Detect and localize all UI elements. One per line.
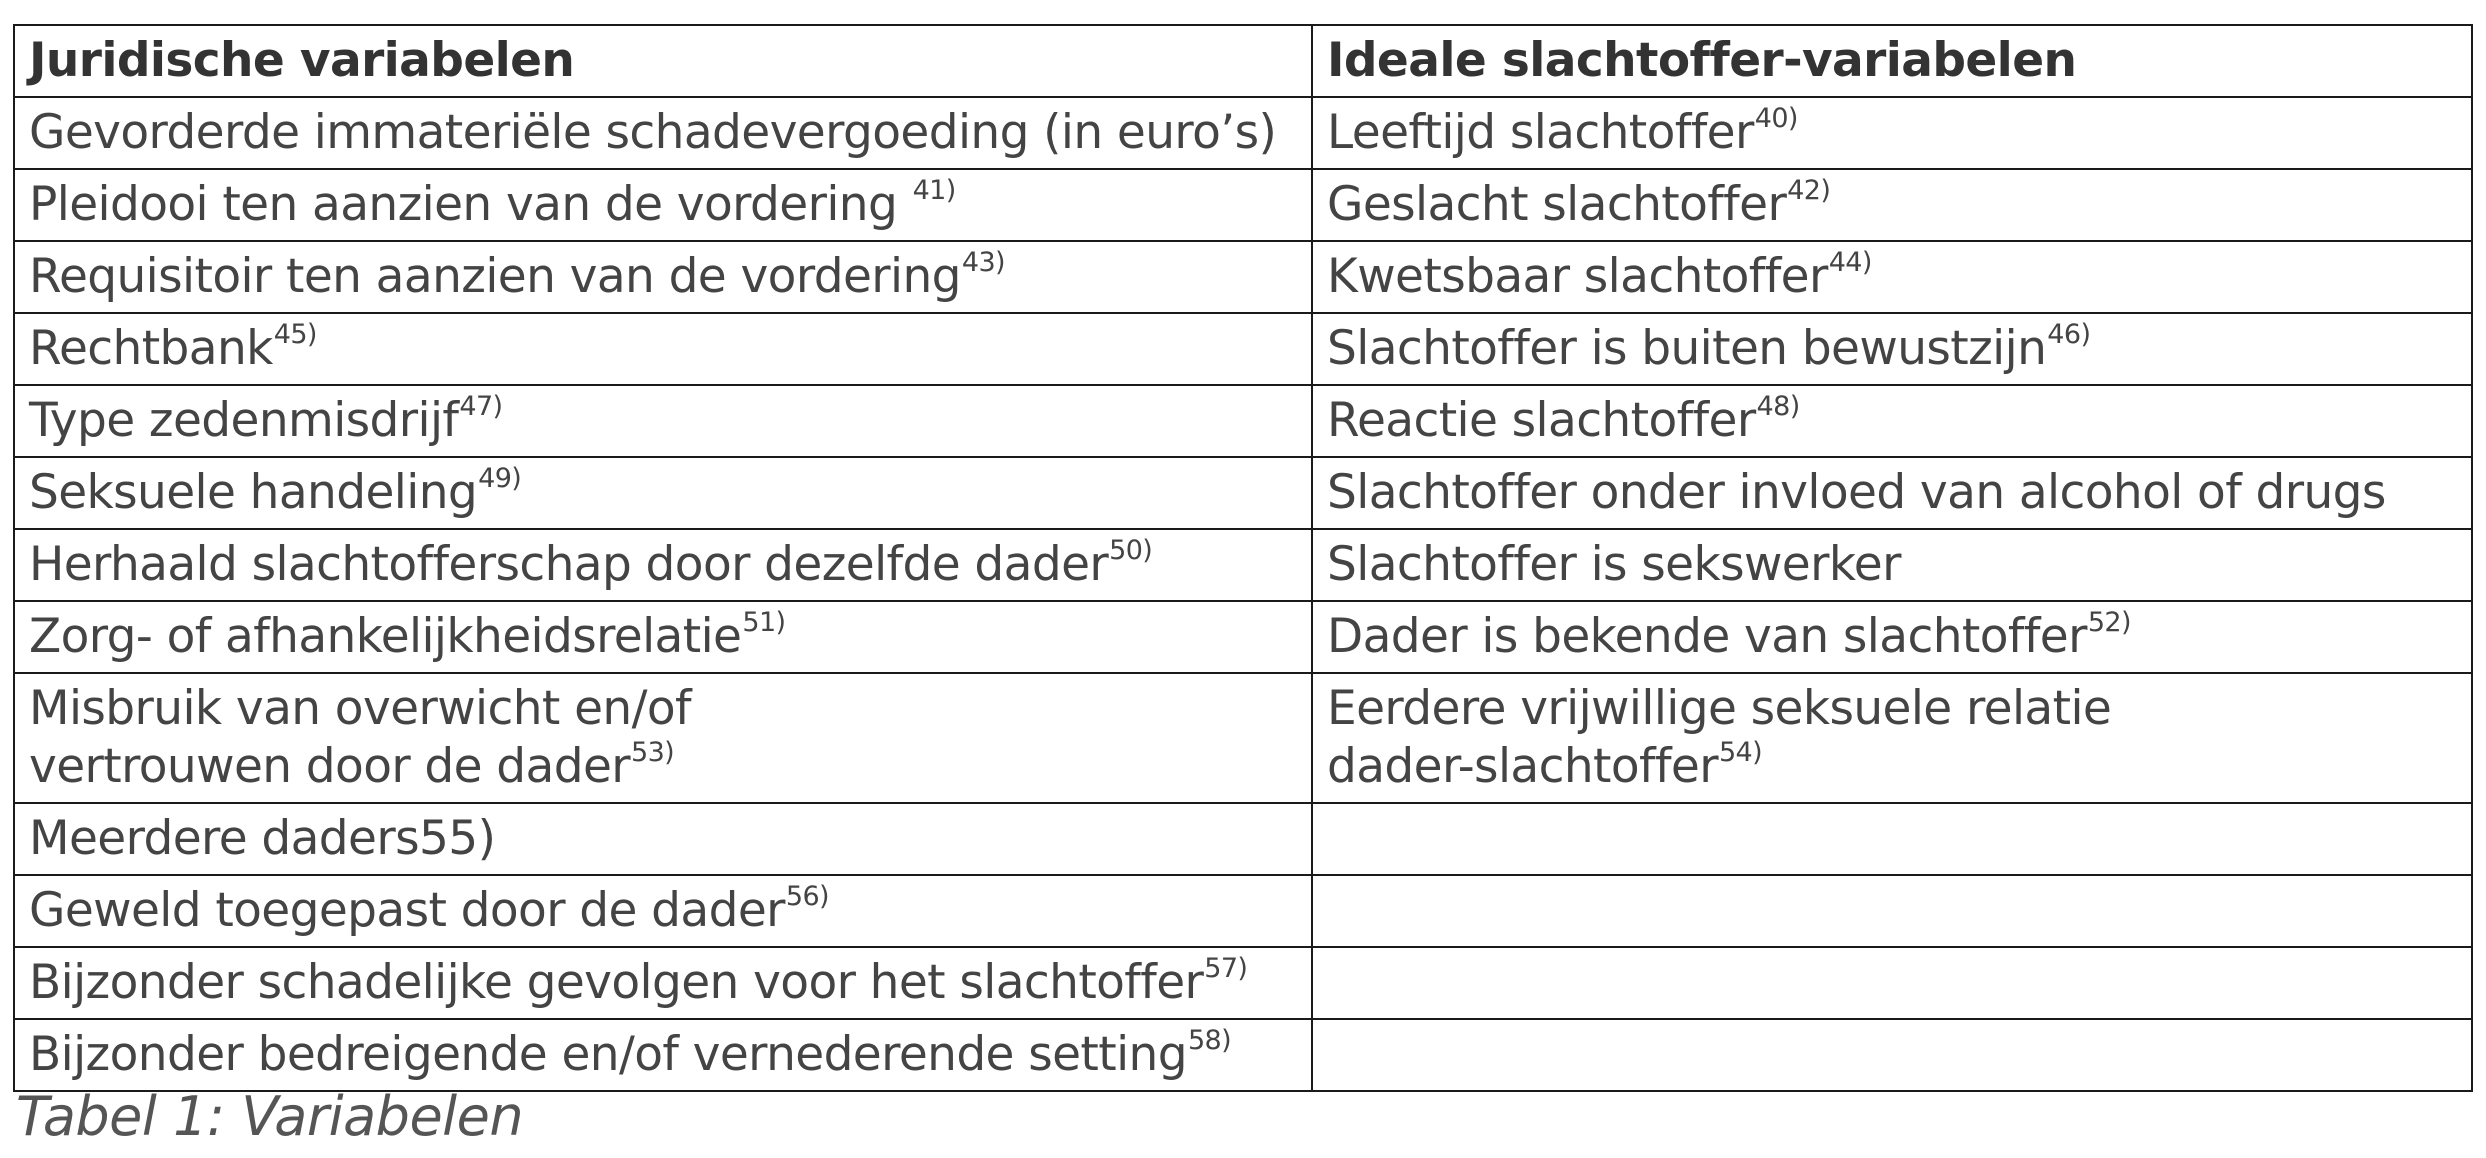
- cell-text: Slachtoffer onder invloed van alcohol of drugs: [1327, 465, 2386, 520]
- footnote-reference: 40): [1754, 103, 1798, 135]
- cell-text-line: [29, 680, 1297, 738]
- cell-text: Meerdere daders55): [29, 811, 496, 866]
- cell-text: Bijzonder schadelijke gevolgen voor het slachtoffer: [29, 955, 1204, 1010]
- cell-text: dader-slachtoffer: [1327, 739, 1718, 794]
- table-row: [14, 313, 2472, 385]
- cell-juridische-variabele: [14, 673, 1312, 803]
- cell-text-line: [1327, 248, 2457, 306]
- cell-text-line: [1327, 176, 2457, 234]
- cell-juridische-variabele: [14, 529, 1312, 601]
- cell-slachtoffer-variabele: [1312, 241, 2472, 313]
- table-header-row: [14, 25, 2472, 97]
- footnote-reference: 43): [961, 247, 1005, 279]
- cell-text: Dader is bekende van slachtoffer: [1327, 609, 2087, 664]
- table-row: [14, 169, 2472, 241]
- footnote-reference: 44): [1828, 247, 1872, 279]
- footnote-reference: 47): [459, 391, 503, 423]
- cell-text: Misbruik van overwicht en/of: [29, 681, 691, 736]
- footnote-reference: 42): [1787, 175, 1831, 207]
- cell-text: Eerdere vrijwillige seksuele relatie: [1327, 681, 2112, 736]
- table-row: [14, 457, 2472, 529]
- footnote-reference: 57): [1204, 953, 1248, 985]
- cell-slachtoffer-variabele: [1312, 803, 2472, 875]
- cell-text-line: [29, 104, 1297, 162]
- footnote-reference: 52): [2087, 607, 2131, 639]
- cell-text-line: [1327, 320, 2457, 378]
- header-ideale-slachtoffer-variabelen: Ideale slachtoffer-variabelen: [1312, 25, 2472, 97]
- cell-juridische-variabele: [14, 97, 1312, 169]
- footnote-reference: 49): [478, 463, 522, 495]
- cell-slachtoffer-variabele: [1312, 169, 2472, 241]
- footnote-reference: 58): [1187, 1025, 1232, 1057]
- footnote-reference: 41): [912, 175, 956, 207]
- cell-text-line: [1327, 608, 2457, 666]
- cell-text: Gevorderde immateriële schadevergoeding (in euro’s): [29, 105, 1277, 160]
- footnote-reference: 46): [2047, 319, 2091, 351]
- cell-text-line: [1327, 392, 2457, 450]
- cell-juridische-variabele: [14, 947, 1312, 1019]
- cell-text-line: [29, 882, 1297, 940]
- cell-text: Pleidooi ten aanzien van de vordering: [29, 177, 912, 232]
- cell-text: Herhaald slachtofferschap door dezelfde dader: [29, 537, 1109, 592]
- table-row: [14, 947, 2472, 1019]
- cell-text: Slachtoffer is buiten bewustzijn: [1327, 321, 2047, 376]
- cell-text-line: [29, 954, 1297, 1012]
- cell-slachtoffer-variabele: [1312, 673, 2472, 803]
- cell-text: Kwetsbaar slachtoffer: [1327, 249, 1828, 304]
- cell-slachtoffer-variabele: [1312, 875, 2472, 947]
- cell-text: Requisitoir ten aanzien van de vordering: [29, 249, 961, 304]
- cell-juridische-variabele: [14, 457, 1312, 529]
- cell-text-line: [29, 608, 1297, 666]
- table-row: [14, 385, 2472, 457]
- table-row: [14, 1019, 2472, 1091]
- footnote-reference: 45): [273, 319, 317, 351]
- cell-text-line: [29, 810, 1297, 868]
- cell-text: Bijzonder bedreigende en/of vernederende setting: [29, 1027, 1187, 1082]
- cell-juridische-variabele: [14, 313, 1312, 385]
- table-row: [14, 601, 2472, 673]
- cell-text-line: [1327, 464, 2457, 522]
- cell-text: Type zedenmisdrijf: [29, 393, 459, 448]
- cell-slachtoffer-variabele: [1312, 313, 2472, 385]
- cell-slachtoffer-variabele: [1312, 1019, 2472, 1091]
- table-row: [14, 241, 2472, 313]
- cell-text: Geslacht slachtoffer: [1327, 177, 1787, 232]
- header-juridische-variabelen: Juridische variabelen: [14, 25, 1312, 97]
- cell-text: Zorg- of afhankelijkheidsrelatie: [29, 609, 742, 664]
- cell-text-line: [1327, 738, 2457, 796]
- cell-text: Seksuele handeling: [29, 465, 478, 520]
- footnote-reference: 50): [1109, 535, 1153, 567]
- cell-juridische-variabele: [14, 875, 1312, 947]
- cell-text: Reactie slachtoffer: [1327, 393, 1756, 448]
- table-row: [14, 97, 2472, 169]
- table-caption: Tabel 1: Variabelen: [16, 1085, 524, 1148]
- cell-text: Slachtoffer is sekswerker: [1327, 537, 1901, 592]
- cell-slachtoffer-variabele: [1312, 947, 2472, 1019]
- cell-text-line: [1327, 536, 2457, 594]
- cell-slachtoffer-variabele: [1312, 457, 2472, 529]
- cell-text: Leeftijd slachtoffer: [1327, 105, 1754, 160]
- cell-juridische-variabele: [14, 601, 1312, 673]
- cell-juridische-variabele: [14, 385, 1312, 457]
- footnote-reference: 54): [1718, 737, 1763, 769]
- cell-text-line: [29, 176, 1297, 234]
- cell-slachtoffer-variabele: [1312, 385, 2472, 457]
- table-row: [14, 529, 2472, 601]
- table-body: [14, 97, 2472, 1091]
- cell-text-line: [29, 320, 1297, 378]
- cell-text-line: [29, 392, 1297, 450]
- cell-text: vertrouwen door de dader: [29, 739, 631, 794]
- table-row: [14, 803, 2472, 875]
- footnote-reference: 56): [785, 881, 829, 913]
- variables-table: [13, 24, 2473, 1092]
- cell-text-line: [29, 464, 1297, 522]
- cell-juridische-variabele: [14, 803, 1312, 875]
- cell-text-line: [1327, 680, 2457, 738]
- cell-text: Geweld toegepast door de dader: [29, 883, 785, 938]
- cell-slachtoffer-variabele: [1312, 97, 2472, 169]
- footnote-reference: 53): [631, 737, 675, 769]
- cell-text-line: [29, 738, 1297, 796]
- cell-slachtoffer-variabele: [1312, 601, 2472, 673]
- table-row: [14, 875, 2472, 947]
- cell-text-line: [29, 536, 1297, 594]
- cell-text-line: [29, 1026, 1297, 1084]
- cell-juridische-variabele: [14, 169, 1312, 241]
- cell-text-line: [1327, 104, 2457, 162]
- variables-table-container: [13, 24, 2471, 1092]
- cell-juridische-variabele: [14, 241, 1312, 313]
- footnote-reference: 51): [742, 607, 786, 639]
- cell-text-line: [29, 248, 1297, 306]
- table-row: [14, 673, 2472, 803]
- footnote-reference: 48): [1756, 391, 1800, 423]
- cell-juridische-variabele: [14, 1019, 1312, 1091]
- cell-text: Rechtbank: [29, 321, 273, 376]
- cell-slachtoffer-variabele: [1312, 529, 2472, 601]
